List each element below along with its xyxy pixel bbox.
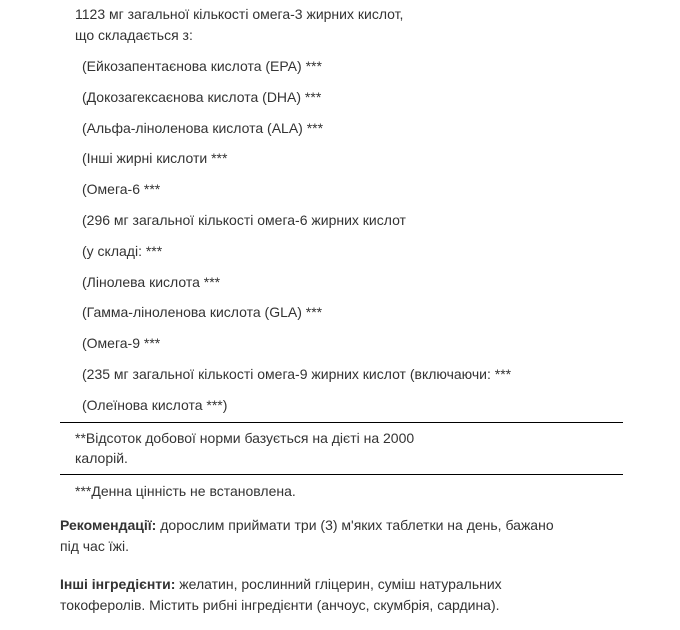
item-composition: (у складі: *** (82, 243, 163, 259)
divider-2 (60, 474, 623, 475)
item-dha: (Докозагексаєнова кислота (DHA) *** (82, 89, 322, 105)
other-ingredients-line-1 (60, 575, 502, 593)
recommendations-line-2: під час їжі. (60, 538, 129, 554)
footnote-daily-value-line-1: **Відсоток добової норми базується на дієті на 2000 (75, 430, 415, 446)
item-ala: (Альфа-ліноленова кислота (ALA) *** (82, 120, 324, 136)
item-linoleic: (Лінолева кислота *** (82, 274, 221, 290)
other-ingredients-text: желатин, рослинний гліцерин, суміш натуральних (175, 576, 502, 592)
item-omega-9: (Омега-9 *** (82, 335, 161, 351)
recommendations-label: Рекомендації: (60, 517, 157, 533)
intro-line-1: 1123 мг загальної кількості омега-3 жирних кислот, (75, 6, 404, 22)
footnote-not-established: ***Денна цінність не встановлена. (75, 483, 296, 499)
item-omega-6: (Омега-6 *** (82, 181, 161, 197)
intro-line-2: що складається з: (75, 27, 193, 43)
item-omega-6-total: (296 мг загальної кількості омега-6 жирних кислот (82, 212, 406, 228)
footnote-daily-value-line-2: калорій. (75, 450, 128, 466)
item-omega-9-total: (235 мг загальної кількості омега-9 жирних кислот (включаючи: *** (82, 366, 512, 382)
recommendations-line-1 (60, 516, 554, 534)
item-epa: (Ейкозапентаєнова кислота (EPA) *** (82, 58, 322, 74)
item-oleic: (Олеїнова кислота ***) (82, 397, 228, 413)
item-other-fatty-acids: (Інші жирні кислоти *** (82, 150, 228, 166)
item-gla: (Гамма-ліноленова кислота (GLA) *** (82, 304, 323, 320)
divider-1 (60, 422, 623, 423)
other-ingredients-line-2: токоферолів. Містить рибні інгредієнти (анчоус, скумбрія, сардина). (60, 597, 500, 613)
recommendations-text: дорослим приймати три (3) м'яких таблетки на день, бажано (156, 517, 554, 533)
other-ingredients-label: Інші інгредієнти: (60, 576, 176, 592)
